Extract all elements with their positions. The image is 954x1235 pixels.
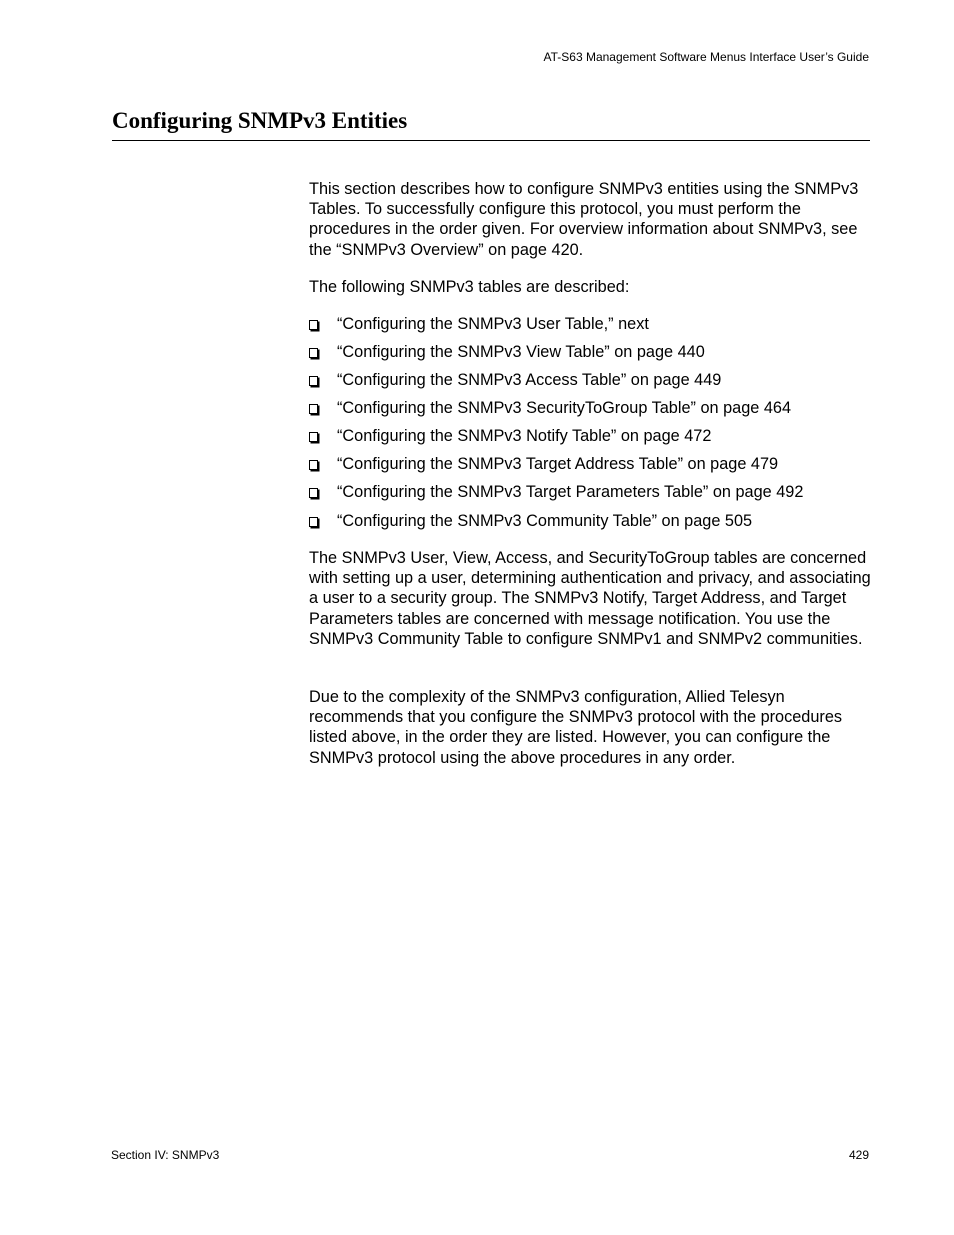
list-item-text: “Configuring the SNMPv3 View Table” on page 440 (337, 343, 705, 361)
checkbox-bullet-icon (309, 488, 318, 498)
checkbox-bullet-icon (309, 460, 318, 470)
list-item-text: “Configuring the SNMPv3 Target Parameters Table” on page 492 (337, 483, 804, 501)
page-number: 429 (848, 1148, 869, 1162)
section-title: Configuring SNMPv3 Entities (112, 108, 408, 133)
order-paragraph: Due to the complexity of the SNMPv3 configuration, Allied Telesyn recommends that you configure the SNMPv3 protocol with the procedures listed above, in the order they are listed. However, you can configure the SNMPv3 protocol using the above procedures in any order. (309, 688, 843, 767)
list-intro: The following SNMPv3 tables are described: (309, 278, 630, 296)
list-item-text: “Configuring the SNMPv3 SecurityToGroup Table” on page 464 (337, 399, 792, 417)
checkbox-bullet-icon (309, 320, 318, 330)
intro-paragraph: This section describes how to configure SNMPv3 entities using the SNMPv3 Tables. To successfully configure this protocol, you must perform the procedures in the order given. For overview information about SNMPv3, see the “SNMPv3 Overview” on page 420. (309, 180, 859, 259)
checkbox-bullet-icon (309, 348, 318, 358)
checkbox-bullet-icon (309, 517, 318, 527)
checkbox-bullet-icon (309, 376, 318, 386)
list-item-text: “Configuring the SNMPv3 Access Table” on page 449 (337, 371, 722, 389)
checkbox-bullet-icon (309, 432, 318, 442)
title-rule (112, 140, 870, 141)
running-header: AT-S63 Management Software Menus Interface User’s Guide (543, 50, 869, 64)
list-item-text: “Configuring the SNMPv3 Target Address Table” on page 479 (337, 455, 779, 473)
tables-paragraph: The SNMPv3 User, View, Access, and SecurityToGroup tables are concerned with setting up a user, determining authentication and privacy, and associating a user to a security group. The SNMPv3 Notify, Target Address, and Target Parameters tables are concerned with message notification. You use the SNMPv3 Community Table to configure SNMPv1 and SNMPv2 communities. (309, 549, 871, 648)
footer-section-label: Section IV: SNMPv3 (111, 1148, 220, 1162)
list-item-text: “Configuring the SNMPv3 User Table,” next (337, 315, 649, 333)
checkbox-bullet-icon (309, 404, 318, 414)
list-item-text: “Configuring the SNMPv3 Community Table” on page 505 (337, 512, 753, 530)
list-item-text: “Configuring the SNMPv3 Notify Table” on page 472 (337, 427, 712, 445)
